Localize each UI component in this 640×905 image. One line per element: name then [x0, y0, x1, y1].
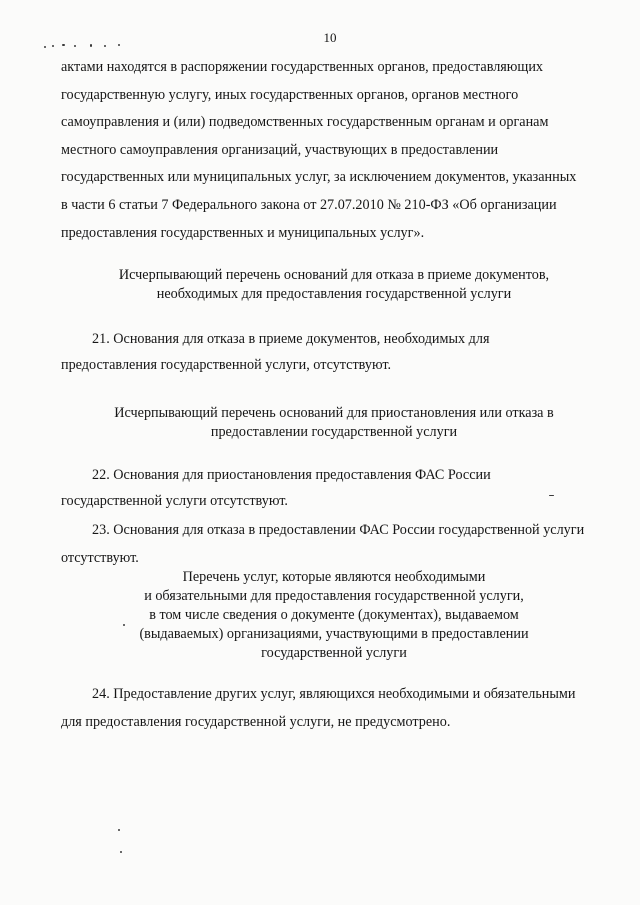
heading-line: Исчерпывающий перечень оснований для отказа в приеме документов, — [118, 267, 550, 283]
heading-line: предоставлении государственной услуги — [210, 424, 458, 440]
clause-line: государственной услуги отсутствуют. — [61, 493, 288, 509]
heading-line: и обязательными для предоставления государственной услуги, — [144, 588, 524, 604]
section-heading-refusal — [61, 266, 607, 304]
scan-speck — [549, 495, 554, 496]
clause-24 — [61, 680, 607, 736]
clause-22 — [61, 462, 607, 514]
clause-line: 24. Предоставление других услуг, являющихся необходимыми и обязательными — [92, 686, 576, 702]
intro-line: предоставления государственных и муниципальных услуг». — [61, 224, 425, 241]
intro-paragraph — [61, 54, 607, 247]
heading-line: (выдаваемых) организациями, участвующими в предоставлении — [139, 626, 529, 642]
clause-23 — [61, 516, 607, 572]
intro-line: государственных или муниципальных услуг, за исключением документов, указанных — [61, 169, 577, 186]
scan-speck — [118, 44, 120, 46]
intro-line: в части 6 статьи 7 Федерального закона от 27.07.2010 № 210-ФЗ «Об организации — [61, 196, 557, 213]
intro-line: актами находятся в распоряжении государственных органов, предоставляющих — [61, 59, 544, 75]
clause-line: предоставления государственной услуги, отсутствуют. — [61, 357, 392, 373]
section-heading-suspension — [61, 404, 607, 442]
scan-speck — [123, 624, 125, 626]
scan-speck — [44, 46, 46, 48]
heading-line: Перечень услуг, которые являются необходимыми — [182, 569, 486, 585]
intro-line: самоуправления и (или) подведомственных государственным органам и органам — [61, 114, 549, 131]
clause-line: 22. Основания для приостановления предоставления ФАС России — [92, 467, 491, 483]
clause-line: отсутствуют. — [61, 550, 139, 566]
scan-speck — [120, 851, 122, 853]
clause-21 — [61, 326, 607, 378]
clause-line: для предоставления государственной услуги, не предусмотрено. — [61, 714, 451, 730]
scan-speck — [74, 45, 76, 47]
heading-line: государственной услуги — [261, 645, 407, 661]
intro-line: государственную услугу, иных государственных органов, органов местного — [61, 86, 519, 103]
section-heading-services — [61, 568, 607, 663]
scan-speck — [52, 45, 54, 47]
scan-speck — [90, 44, 92, 47]
page-number: 10 — [323, 30, 337, 45]
scan-speck — [62, 44, 65, 46]
scan-speck — [118, 829, 120, 831]
heading-line: необходимых для предоставления государственной услуги — [156, 286, 512, 302]
clause-line: 23. Основания для отказа в предоставлении ФАС России государственной услуги — [92, 522, 585, 538]
scan-speck — [104, 45, 106, 47]
clause-line: 21. Основания для отказа в приеме документов, необходимых для — [92, 331, 490, 347]
intro-line: местного самоуправления организаций, участвующих в предоставлении — [61, 141, 499, 158]
heading-line: Исчерпывающий перечень оснований для приостановления или отказа в — [114, 405, 554, 421]
heading-line: в том числе сведения о документе (документах), выдаваемом — [149, 607, 519, 623]
